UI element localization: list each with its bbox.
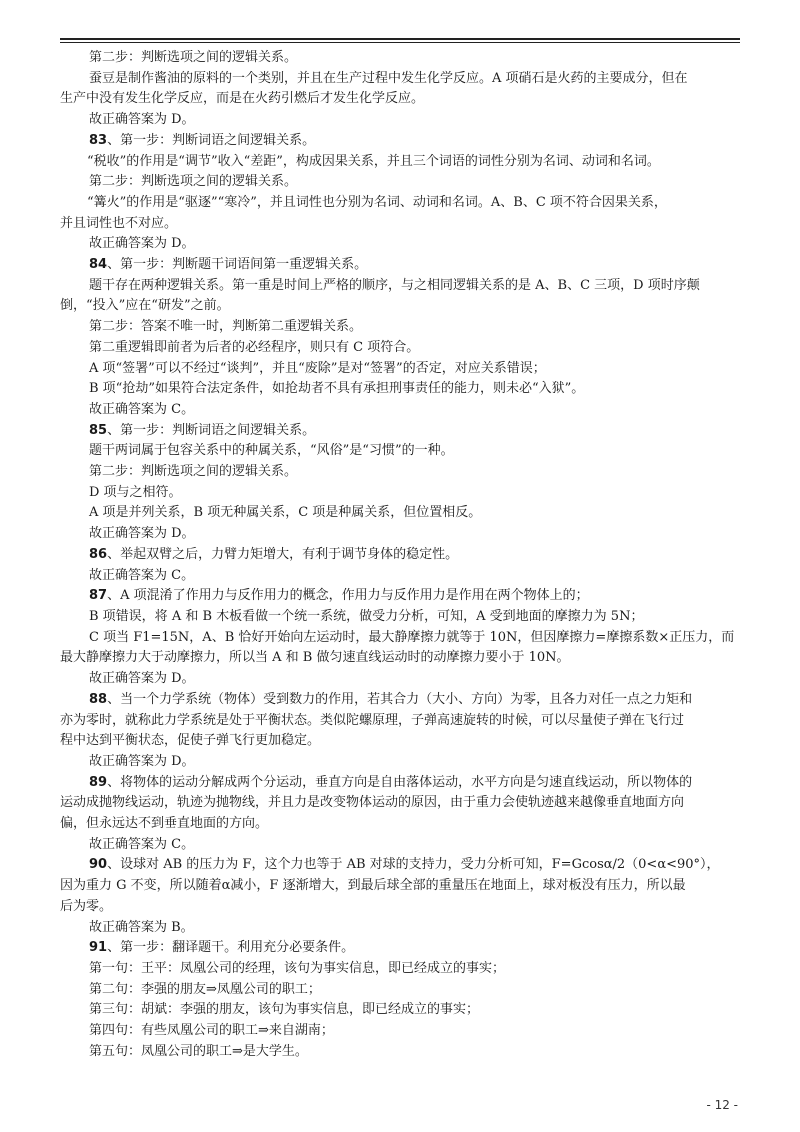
text-line xyxy=(60,441,740,462)
text-line xyxy=(60,503,740,524)
line-text: “篝火”的作用是“驱逐”“寒冷”，并且词性也分别为名词、动词和名词。A、B、C 项不符合因果关系， xyxy=(87,194,667,210)
line-text: 生产中没有发生化学反应，而是在火药引燃后才发生化学反应。 xyxy=(60,91,425,107)
question-number: 89 xyxy=(89,774,108,790)
question-number: 90 xyxy=(89,857,108,873)
text-line xyxy=(60,214,740,235)
text-line xyxy=(60,338,740,359)
text-line xyxy=(60,524,740,545)
line-text: 、第一步：判断题干词语间第一重逻辑关系。 xyxy=(107,257,368,273)
text-line xyxy=(60,980,740,1001)
line-text: 程中达到平衡状态，促使子弹飞行更加稳定。 xyxy=(60,733,321,749)
question-number: 83 xyxy=(89,132,108,148)
header-rule-thin xyxy=(60,42,740,43)
line-text: 故正确答案为 D。 xyxy=(89,526,195,542)
line-text: 、A 项混淆了作用力与反作用力的概念，作用力与反作用力是作用在两个物体上的； xyxy=(107,588,589,604)
line-text: 运动成抛物线运动，轨迹为抛物线，并且力是改变物体运动的原因，由于重力会使轨迹越来越像垂直地面方向 xyxy=(60,795,685,811)
line-text: 、设球对 AB 的压力为 F，这个力也等于 AB 对球的支持力，受力分析可知，F=Gcosα/2（0<α<90°）， xyxy=(107,857,720,873)
text-line xyxy=(60,317,740,338)
line-text: 第二步：判断选项之间的逻辑关系。 xyxy=(89,464,298,480)
question-line xyxy=(60,421,740,442)
question-line xyxy=(60,938,740,959)
text-line xyxy=(60,379,740,400)
text-line xyxy=(60,876,740,897)
line-text: 故正确答案为 D。 xyxy=(89,671,195,687)
header-rule xyxy=(60,38,740,40)
line-text: B 项错误，将 A 和 B 木板看做一个统一系统，做受力分析，可知，A 受到地面的摩擦力为 5N； xyxy=(89,608,644,624)
line-text: A 项是并列关系，B 项无种属关系，C 项是种属关系，但位置相反。 xyxy=(89,505,482,521)
question-number: 86 xyxy=(89,546,108,562)
text-line xyxy=(60,607,740,628)
line-text: 、第一步：判断词语之间逻辑关系。 xyxy=(107,132,316,148)
text-line xyxy=(60,731,740,752)
question-number: 88 xyxy=(89,691,108,707)
line-text: 第二重逻辑即前者为后者的必经程序，则只有 C 项符合。 xyxy=(89,339,420,355)
text-line xyxy=(60,1000,740,1021)
text-line xyxy=(60,296,740,317)
text-line xyxy=(60,628,740,649)
line-text: 偏，但永远达不到垂直地面的方向。 xyxy=(60,816,269,832)
question-number: 84 xyxy=(89,257,108,273)
line-text: 故正确答案为 D。 xyxy=(89,236,195,252)
text-line xyxy=(60,835,740,856)
text-line xyxy=(60,193,740,214)
text-line xyxy=(60,648,740,669)
text-line xyxy=(60,669,740,690)
line-text: 第一句：王平：凤凰公司的经理，该句为事实信息，即已经成立的事实； xyxy=(89,960,506,976)
line-text: 最大静摩擦力大于动摩擦力，所以当 A 和 B 做匀速直线运动时的动摩擦力要小于 10N。 xyxy=(60,650,570,666)
line-text: 故正确答案为 C。 xyxy=(89,567,195,583)
text-line xyxy=(60,172,740,193)
line-text: 并且词性也不对应。 xyxy=(60,215,178,231)
question-number: 87 xyxy=(89,588,108,604)
line-text: 、第一步：判断词语之间逻辑关系。 xyxy=(107,422,316,438)
line-text: C 项当 F1=15N，A、B 恰好开始向左运动时，最大静摩擦力就等于 10N，但因摩擦力=摩擦系数×正压力，而 xyxy=(89,629,735,645)
line-text: 第四句：有些凤凰公司的职工⇒来自湖南； xyxy=(89,1023,334,1039)
text-line xyxy=(60,462,740,483)
question-line xyxy=(60,773,740,794)
line-text: 第二步：答案不唯一时，判断第二重逻辑关系。 xyxy=(89,319,363,335)
line-text: 倒，“投入”应在“研发”之前。 xyxy=(60,298,230,314)
line-text: 故正确答案为 D。 xyxy=(89,112,195,128)
question-line xyxy=(60,131,740,152)
line-text: 题干两词属于包容关系中的种属关系，“风俗”是“习惯”的一种。 xyxy=(89,443,454,459)
line-text: 第二步：判断选项之间的逻辑关系。 xyxy=(89,50,298,65)
line-text: A 项“签署”可以不经过“谈判”，并且“废除”是对“签署”的否定，对应关系错误； xyxy=(89,360,546,376)
line-text: 题干存在两种逻辑关系。第一重是时间上严格的顺序，与之相同逻辑关系的是 A、B、C 三项，D 项时序颠 xyxy=(89,277,700,293)
text-line xyxy=(60,814,740,835)
line-text: 、将物体的运动分解成两个分运动，垂直方向是自由落体运动，水平方向是匀速直线运动，所以物体的 xyxy=(107,774,693,790)
text-line xyxy=(60,711,740,732)
text-line xyxy=(60,152,740,173)
text-line xyxy=(60,1042,740,1063)
text-line xyxy=(60,566,740,587)
line-text: 第二步：判断选项之间的逻辑关系。 xyxy=(89,174,298,190)
text-line xyxy=(60,483,740,504)
line-text: 故正确答案为 C。 xyxy=(89,836,195,852)
line-text: 故正确答案为 D。 xyxy=(89,753,195,769)
question-line xyxy=(60,586,740,607)
page-number: - 12 - xyxy=(706,1098,738,1112)
line-text: 第三句：胡斌：李强的朋友，该句为事实信息，即已经成立的事实； xyxy=(89,1002,480,1018)
line-text: 故正确答案为 C。 xyxy=(89,401,195,417)
line-text: 第二句：李强的朋友⇒凤凰公司的职工； xyxy=(89,981,321,997)
text-line xyxy=(60,752,740,773)
question-line xyxy=(60,690,740,711)
text-line xyxy=(60,69,740,90)
text-line xyxy=(60,400,740,421)
line-text: B 项“抢劫”如果符合法定条件，如抢劫者不具有承担刑事责任的能力，则未必“入狱”。 xyxy=(89,381,585,397)
text-line xyxy=(60,110,740,131)
question-line xyxy=(60,545,740,566)
line-text: 、举起双臂之后，力臂力矩增大，有利于调节身体的稳定性。 xyxy=(107,546,459,562)
text-line xyxy=(60,234,740,255)
line-text: 、当一个力学系统（物体）受到数力的作用，若其合力（大小、方向）为零，且各力对任一点之力矩和 xyxy=(107,691,693,707)
line-text: 后为零。 xyxy=(60,898,113,914)
text-line xyxy=(60,359,740,380)
line-text: 蚕豆是制作酱油的原料的一个类别，并且在生产过程中发生化学反应。A 项硝石是火药的主要成分，但在 xyxy=(89,70,688,86)
line-text: 、第一步：翻译题干。利用充分必要条件。 xyxy=(107,940,355,956)
line-text: 故正确答案为 B。 xyxy=(89,919,194,935)
question-line xyxy=(60,855,740,876)
line-text: “税收”的作用是“调节”收入“差距”，构成因果关系，并且三个词语的词性分别为名词、动词和名词。 xyxy=(87,153,660,169)
text-line xyxy=(60,897,740,918)
text-line xyxy=(60,793,740,814)
text-line xyxy=(60,276,740,297)
line-text: 亦为零时，就称此力学系统是处于平衡状态。类似陀螺原理，子弹高速旋转的时候，可以尽量使子弹在飞行过 xyxy=(60,712,685,728)
line-text: 第五句：凤凰公司的职工⇒是大学生。 xyxy=(89,1043,308,1059)
question-number: 91 xyxy=(89,940,108,956)
text-line xyxy=(60,918,740,939)
line-text: 因为重力 G 不变，所以随着α减小，F 逐渐增大，到最后球全部的重量压在地面上，球对板没有压力，所以最 xyxy=(60,878,686,894)
line-text: D 项与之相符。 xyxy=(89,484,182,500)
question-number: 85 xyxy=(89,422,108,438)
text-line xyxy=(60,48,740,69)
text-line xyxy=(60,89,740,110)
text-line xyxy=(60,959,740,980)
document-body xyxy=(60,48,740,1062)
text-line xyxy=(60,1021,740,1042)
question-line xyxy=(60,255,740,276)
